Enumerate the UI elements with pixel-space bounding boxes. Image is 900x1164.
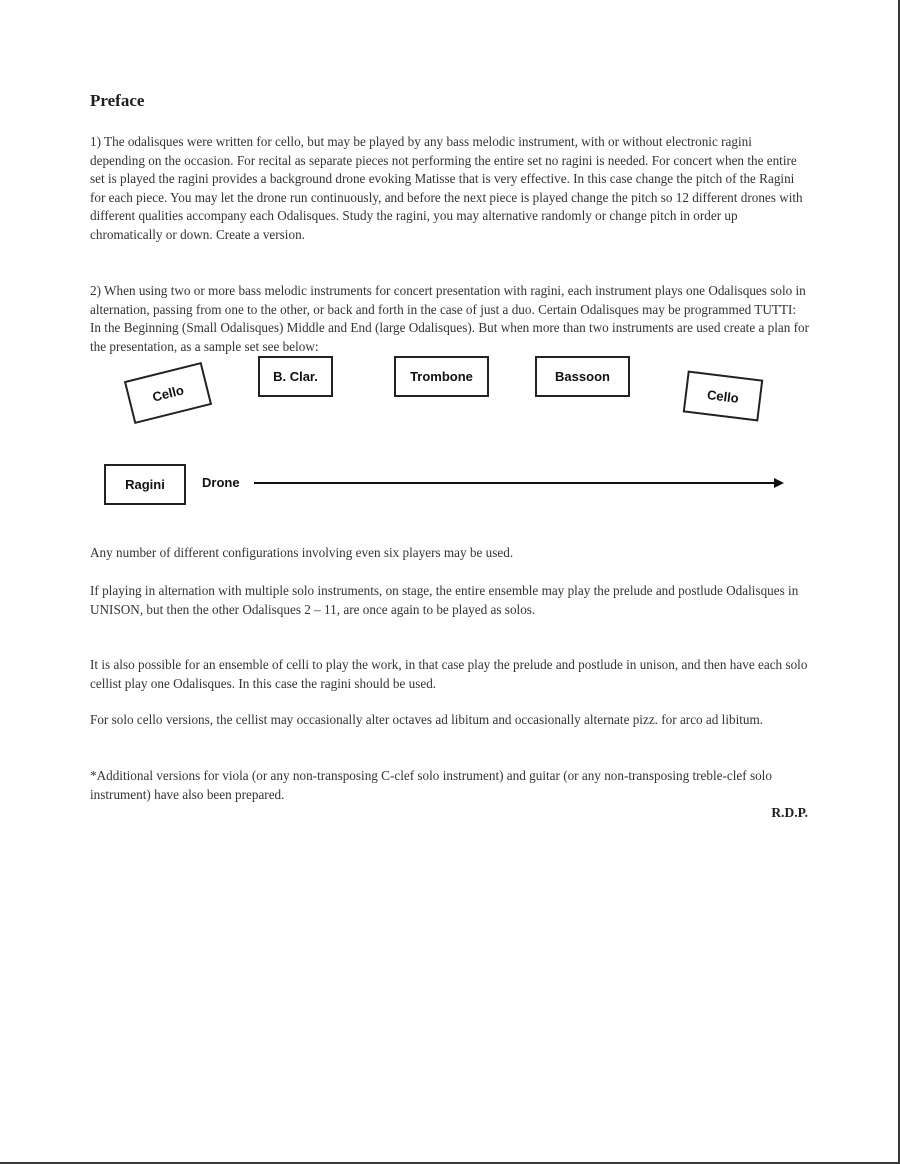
signature: R.D.P.: [771, 805, 808, 820]
paragraph-solo-cello: For solo cello versions, the cellist may occasionally alter octaves ad libitum and occasionally alternate pizz. for arco ad libitum.: [90, 712, 764, 727]
arrow-right-icon: [774, 478, 784, 488]
paragraph-additional-versions: *Additional versions for viola (or any non-transposing C-clef solo instrument) and guitar (or any non-transposing treble-clef solo instrument) have also been prepared.: [90, 768, 772, 802]
ragini-box: Ragini: [104, 464, 186, 505]
paragraph-multiple-instruments: 2) When using two or more bass melodic instruments for concert presentation with ragini, each instrument plays one Odalisques solo in alternation, passing from one to the other, or back and forth in the case of just a duo. Certain Odalisques may be programmed TUTTI: In the Beginning (Small Odalisques) Middle and End (large Odalisques). But when more than two instruments are used create a plan for the presentation, as a sample set see below:: [90, 283, 810, 354]
paragraph-ragini-usage: 1) The odalisques were written for cello, but may be played by any bass melodic instrument, with or without electronic ragini depending on the occasion. For recital as separate pieces not performing the entire set no ragini is needed. For concert when the entire set is played the ragini provides a background drone evoking Matisse that is very effective. In this case change the pitch of the Ragini for each piece. You may let the drone run continuously, and before the next piece is played change the pitch so 12 different drones with different qualities accompany each Odalisques. Study the ragini, you may alternative randomly or change pitch in order up chromatically or down. Create a version.: [90, 134, 803, 242]
paragraph-alternation: If playing in alternation with multiple solo instruments, on stage, the entire ensemble may play the prelude and postlude Odalisques in UNISON, but then the other Odalisques 2 – 11, are once again to be played as solos.: [90, 583, 799, 617]
page-title: Preface: [90, 91, 145, 110]
drone-arrow-line: [254, 482, 776, 484]
paragraph-configurations: Any number of different configurations involving even six players may be used.: [90, 545, 514, 560]
instrument-box-bassoon: Bassoon: [535, 356, 630, 397]
paragraph-celli-ensemble: It is also possible for an ensemble of celli to play the work, in that case play the prelude and postlude in unison, and then have each solo cellist play one Odalisques. In this case the ragini should be used.: [90, 657, 808, 691]
drone-label: Drone: [202, 475, 240, 490]
instrument-box-trombone: Trombone: [394, 356, 489, 397]
instrument-box-cello-right: Cello: [683, 371, 764, 422]
instrument-box-bass-clarinet: B. Clar.: [258, 356, 333, 397]
instrument-box-cello-left: Cello: [124, 362, 212, 424]
